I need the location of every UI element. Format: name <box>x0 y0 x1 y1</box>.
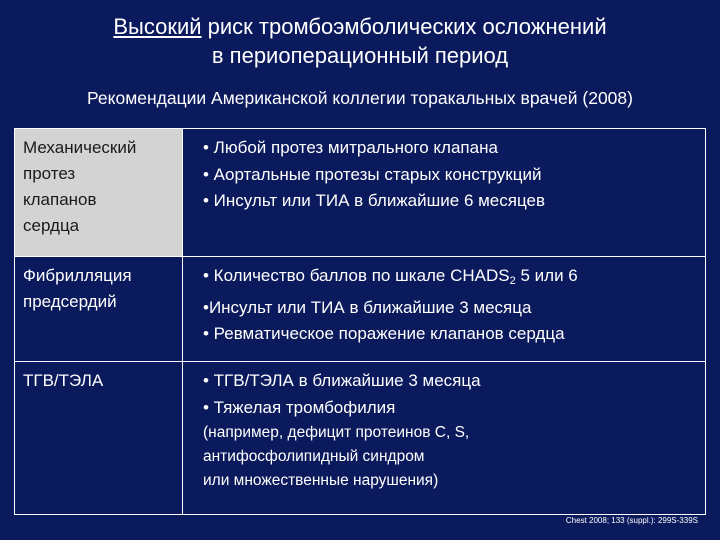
list-item: • Инсульт или ТИА в ближайшие 6 месяцев <box>203 191 546 210</box>
title-line2: в периоперационный период <box>211 43 509 68</box>
note-line: антифосфолипидный синдром <box>203 448 425 465</box>
row-label-vte <box>15 362 183 514</box>
table-row-valves <box>15 129 705 257</box>
label-line: Фибрилляция <box>23 266 132 285</box>
list-item: • Аортальные протезы старых конструкций <box>203 164 542 184</box>
table-row-vte <box>15 362 705 514</box>
row-items-af <box>185 257 705 361</box>
label-line: сердца <box>23 216 80 235</box>
row-label-af <box>15 257 183 361</box>
slide-title <box>0 12 720 70</box>
chads-score: 5 или 6 <box>515 266 578 285</box>
list-item: •Инсульт или ТИА в ближайшие 3 месяца <box>203 297 532 317</box>
label-line: предсердий <box>23 292 117 311</box>
row-label-valves <box>15 129 183 256</box>
citation: Chest 2008; 133 (suppl.): 299S-339S <box>565 516 698 525</box>
note-line: (например, дефицит протеинов C, S, <box>203 424 470 441</box>
title-highlight: Высокий <box>113 14 202 39</box>
row-items-valves <box>185 129 705 256</box>
list-item: • Любой протез митрального клапана <box>203 138 498 157</box>
note-line: или множественные нарушения) <box>203 472 439 489</box>
chads-subscript: 2 <box>509 275 516 287</box>
list-item: • Тяжелая тромбофилия <box>203 397 396 417</box>
slide-subtitle: Рекомендации Американской коллегии торакальных врачей (2008) <box>87 88 633 108</box>
label-line: протез <box>23 164 76 183</box>
list-item: • Ревматическое поражение клапанов сердца <box>203 324 565 343</box>
table-row-af <box>15 257 705 362</box>
list-item: • ТГВ/ТЭЛА в ближайшие 3 месяца <box>203 371 481 390</box>
title-line1-rest: риск тромбоэмболических осложнений <box>201 14 607 39</box>
label-line: ТГВ/ТЭЛА <box>23 371 104 390</box>
list-item-chads <box>203 263 705 295</box>
row-items-vte <box>185 362 705 514</box>
label-line: Механический <box>23 138 137 157</box>
risk-table <box>14 128 706 515</box>
chads-text: • Количество баллов по шкале CHADS <box>203 266 510 285</box>
label-line: клапанов <box>23 190 97 209</box>
